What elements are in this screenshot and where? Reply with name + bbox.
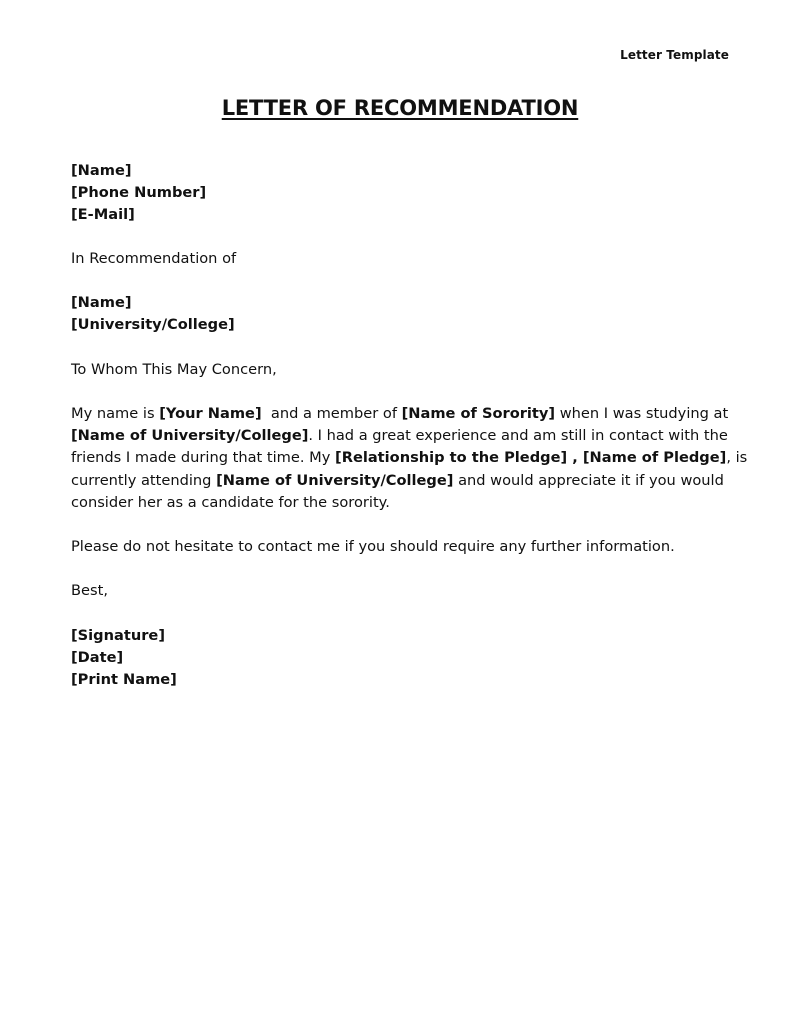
text-segment: , is	[726, 449, 748, 467]
sender-phone: [Phone Number]	[71, 184, 207, 202]
sender-name: [Name]	[71, 162, 132, 179]
main-paragraph	[71, 403, 748, 514]
placeholder-your-name: [Your Name]	[159, 405, 262, 422]
text-segment: . I had a great experience and am still in contact with the	[308, 427, 728, 445]
placeholder-relationship-pledge: [Relationship to the Pledge] , [Name of Pledge]	[335, 449, 727, 467]
text-segment: and would appreciate it if you would	[453, 471, 724, 489]
candidate-block	[71, 292, 741, 336]
sender-block	[71, 160, 741, 227]
placeholder-university: [Name of University/College]	[71, 427, 309, 445]
text-segment: My name is	[71, 405, 160, 422]
text-segment: consider her as a candidate for the sorority.	[71, 493, 390, 511]
paragraph-line-3	[71, 447, 748, 469]
signature-block	[71, 625, 741, 692]
paragraph-line-5	[71, 492, 741, 514]
recommendation-intro	[71, 248, 741, 270]
text-segment: currently attending	[71, 471, 217, 489]
closing-note-text: Please do not hesitate to contact me if you should require any further information.	[71, 538, 675, 555]
placeholder-sorority-name: [Name of Sorority]	[401, 405, 556, 422]
date-placeholder: [Date]	[71, 649, 124, 667]
paragraph-line-1	[71, 403, 741, 425]
recommendation-intro-text: In Recommendation of	[71, 250, 237, 267]
text-segment: friends I made during that time. My	[71, 449, 336, 467]
closing-note	[71, 536, 741, 558]
placeholder-university: [Name of University/College]	[216, 471, 454, 489]
paragraph-line-4	[71, 470, 741, 492]
candidate-university: [University/College]	[71, 316, 235, 334]
print-name-placeholder: [Print Name]	[71, 671, 177, 689]
text-segment: when I was studying at	[555, 405, 729, 422]
sign-off	[71, 580, 741, 602]
text-segment: and a member of	[261, 405, 402, 422]
salutation	[71, 359, 741, 381]
candidate-name: [Name]	[71, 294, 132, 311]
paragraph-line-2	[71, 425, 741, 447]
salutation-text: To Whom This May Concern,	[71, 361, 277, 378]
signature-placeholder: [Signature]	[71, 627, 165, 644]
sign-off-text: Best,	[71, 582, 108, 599]
sender-email: [E-Mail]	[71, 206, 135, 224]
header-label: Letter Template	[620, 48, 729, 62]
document-title: LETTER OF RECOMMENDATION	[221, 96, 579, 120]
